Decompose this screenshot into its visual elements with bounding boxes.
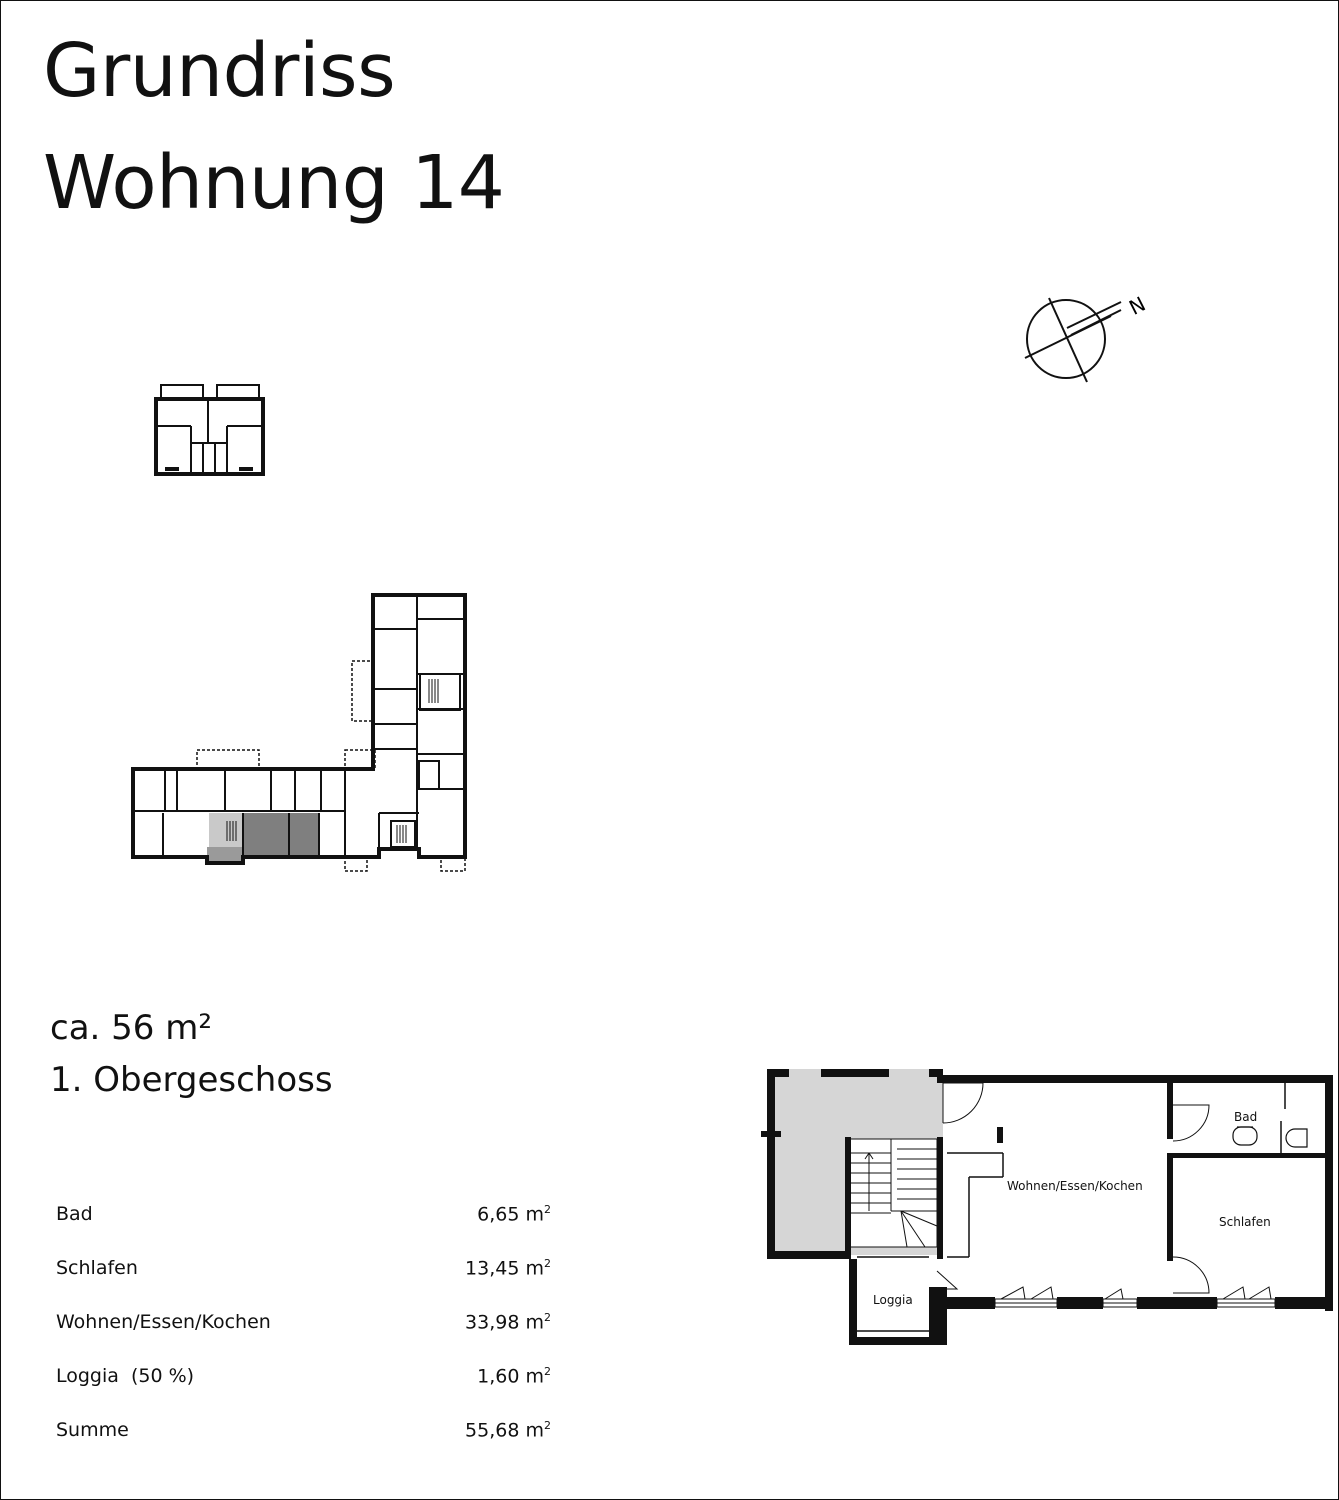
room-row-summe [56,1403,551,1457]
room-row-loggia [56,1349,551,1403]
floor-level: 1. Obergeschoss [50,1060,333,1100]
room-name: Wohnen/Essen/Kochen [56,1311,271,1333]
total-area: ca. 56 m² [50,1008,212,1048]
room-area: 1,60 $m^2$ [477,1365,551,1388]
room-name: Summe [56,1419,129,1441]
room-area: 55,68 $m^2$ [465,1419,551,1442]
room-name: Bad [56,1203,93,1225]
page-title [43,15,504,239]
room-row-wohnen [56,1295,551,1349]
room-row-schlafen [56,1241,551,1295]
north-arrow-icon [1011,286,1151,396]
room-label-wohnen: Wohnen/Essen/Kochen [1007,1179,1143,1193]
room-name: Schlafen [56,1257,138,1279]
room-label-bad: Bad [1234,1110,1258,1124]
room-area-table [56,1187,551,1457]
site-plan-small [151,381,271,481]
room-area: 13,45 $m^2$ [465,1257,551,1280]
apartment-floor-plan [761,1061,1333,1353]
compass-north-label: N [1125,291,1150,320]
title-line-1: Grundriss [43,28,396,114]
room-area: 6,65 $m^2$ [477,1203,551,1226]
title-line-2: Wohnung 14 [43,140,505,226]
room-area: 33,98 $m^2$ [465,1311,551,1334]
site-plan-building [127,589,477,879]
room-name: Loggia (50 %) [56,1365,195,1387]
room-label-loggia: Loggia [873,1293,913,1307]
room-row-bad [56,1187,551,1241]
room-label-schlafen: Schlafen [1219,1215,1271,1229]
